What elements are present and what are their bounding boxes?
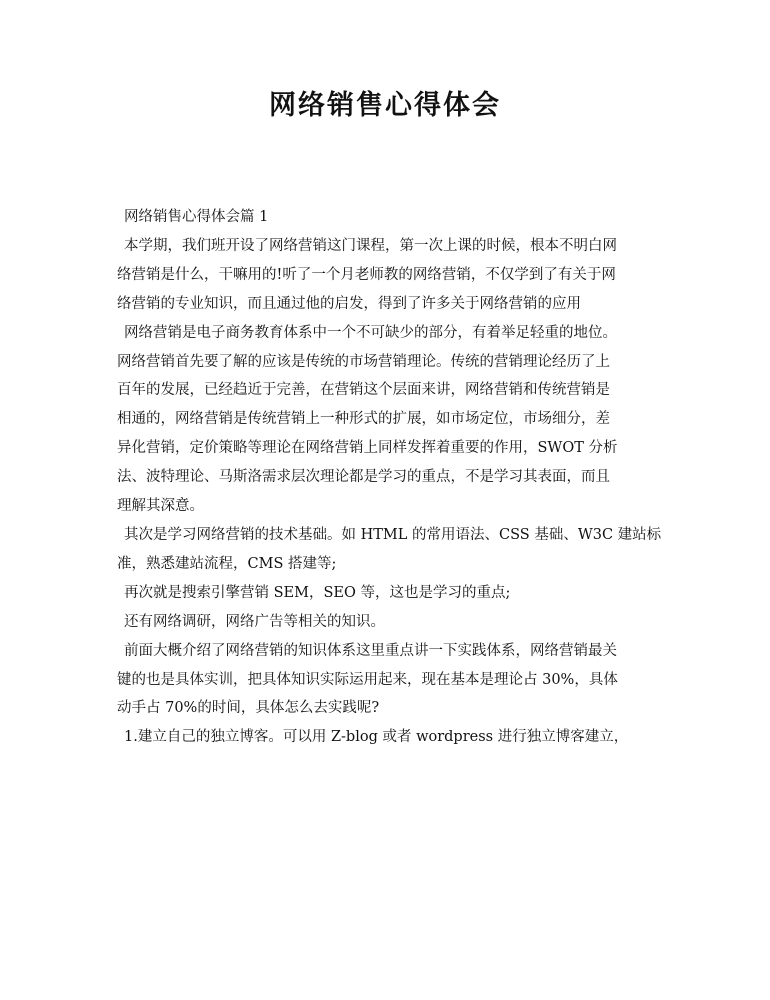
paragraph-line: 网络营销是电子商务教育体系中一个不可缺少的部分，有着举足轻重的地位。 — [124, 324, 617, 341]
paragraph-line: 1.建立自己的独立博客。可以用 Z-blog 或者 wordpress 进行独立博客建立， — [124, 729, 629, 746]
paragraph-line: 动手占 70%的时间，具体怎么去实践呢? — [117, 700, 380, 717]
paragraph-line: 还有网络调研，网络广告等相关的知识。 — [124, 613, 385, 630]
paragraph-line: 其次是学习网络营销的技术基础。如 HTML 的常用语法、CSS 基础、W3C 建站标 — [124, 526, 662, 543]
document-body — [117, 203, 665, 752]
paragraph-line: 异化营销，定价策略等理论在网络营销上同样发挥着重要的作用，SWOT 分析 — [117, 440, 618, 457]
paragraph-line: 键的也是具体实训，把具体知识实际运用起来，现在基本是理论占 30%，具体 — [117, 671, 618, 688]
paragraph-line: 百年的发展，已经趋近于完善，在营销这个层面来讲，网络营销和传统营销是 — [117, 382, 610, 399]
document-title: 网络销售心得体会 — [269, 90, 501, 121]
paragraph-line: 络营销是什么，干嘛用的!听了一个月老师教的网络营销，不仅学到了有关于网 — [117, 266, 616, 283]
paragraph-line: 理解其深意。 — [117, 498, 204, 515]
paragraph-line: 络营销的专业知识，而且通过他的启发，得到了许多关于网络营销的应用 — [117, 295, 581, 312]
paragraph-line: 前面大概介绍了网络营销的知识体系这里重点讲一下实践体系，网络营销最关 — [124, 642, 617, 659]
paragraph-line: 本学期，我们班开设了网络营销这门课程，第一次上课的时候，根本不明白网 — [124, 237, 617, 254]
paragraph-line: 网络营销首先要了解的应该是传统的市场营销理论。传统的营销理论经历了上 — [117, 353, 610, 370]
section-heading: 网络销售心得体会篇 1 — [124, 209, 269, 225]
paragraph-line: 再次就是搜索引擎营销 SEM，SEO 等，这也是学习的重点; — [124, 584, 511, 601]
paragraph-line: 相通的，网络营销是传统营销上一种形式的扩展，如市场定位，市场细分，差 — [117, 411, 610, 428]
paragraph-line: 准，熟悉建站流程，CMS 搭建等; — [117, 555, 337, 572]
paragraph-line: 法、波特理论、马斯洛需求层次理论都是学习的重点，不是学习其表面，而且 — [117, 469, 610, 486]
